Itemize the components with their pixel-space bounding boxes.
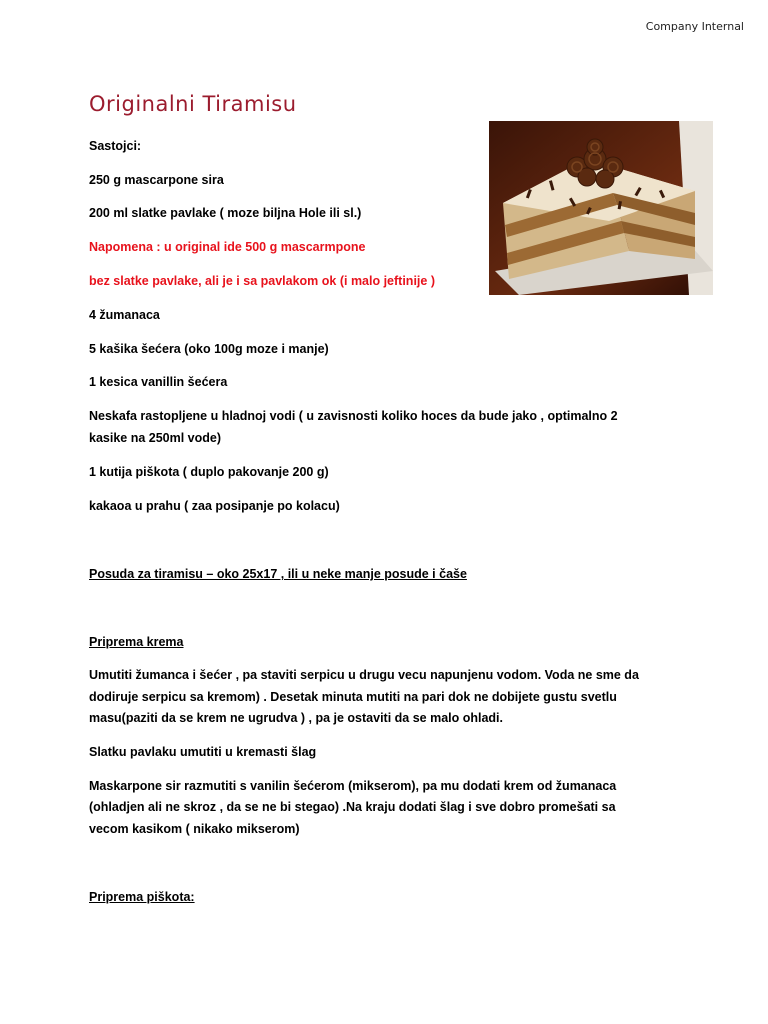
- ingredient-line: kasike na 250ml vode): [89, 431, 222, 445]
- classification-label: Company Internal: [645, 20, 744, 33]
- vessel-line: Posuda za tiramisu – oko 25x17 , ili u neke manje posude i čaše: [89, 567, 467, 581]
- ingredients-heading: Sastojci:: [89, 139, 142, 153]
- ingredient-line: 4 žumanaca: [89, 308, 160, 322]
- cream-paragraph-line: dodiruje serpicu sa kremom) . Desetak minuta mutiti na pari dok ne dobijete gustu svetlu: [89, 690, 617, 704]
- cream-paragraph-line: (ohladjen ali ne skroz , da se ne bi stegao) .Na kraju dodati šlag i sve dobro promešati sa: [89, 800, 616, 814]
- ingredient-line: kakaoa u prahu ( zaa posipanje po kolacu): [89, 499, 340, 513]
- ingredient-line: Neskafa rastopljene u hladnoj vodi ( u zavisnosti koliko hoces da bude jako , optimalno 2: [89, 409, 618, 423]
- tiramisu-cake-photo: [489, 121, 713, 295]
- note-line: Napomena : u original ide 500 g mascarmpone: [89, 240, 366, 254]
- biscuits-heading: Priprema piškota:: [89, 890, 195, 904]
- ingredient-line: 1 kutija piškota ( duplo pakovanje 200 g): [89, 465, 329, 479]
- cream-paragraph-line: Maskarpone sir razmutiti s vanilin šećerom (mikserom), pa mu dodati krem od žumanaca: [89, 779, 617, 793]
- ingredient-line: 200 ml slatke pavlake ( moze biljna Hole ili sl.): [89, 206, 362, 220]
- ingredient-line: 250 g mascarpone sira: [89, 173, 224, 187]
- ingredient-line: 5 kašika šećera (oko 100g moze i manje): [89, 342, 329, 356]
- cream-paragraph-line: vecom kasikom ( nikako mikserom): [89, 822, 300, 836]
- cream-heading: Priprema krema: [89, 635, 184, 649]
- page-title: Originalni Tiramisu: [89, 92, 297, 116]
- cream-paragraph-line: masu(paziti da se krem ne ugrudva ) , pa je ostaviti da se malo ohladi.: [89, 711, 504, 725]
- cream-paragraph-line: Slatku pavlaku umutiti u kremasti šlag: [89, 745, 317, 759]
- cream-paragraph-line: Umutiti žumanca i šećer , pa staviti serpicu u drugu vecu napunjenu vodom. Voda ne sme da: [89, 668, 639, 682]
- ingredient-line: 1 kesica vanillin šećera: [89, 375, 228, 389]
- note-line: bez slatke pavlake, ali je i sa pavlakom ok (i malo jeftinije ): [89, 274, 435, 288]
